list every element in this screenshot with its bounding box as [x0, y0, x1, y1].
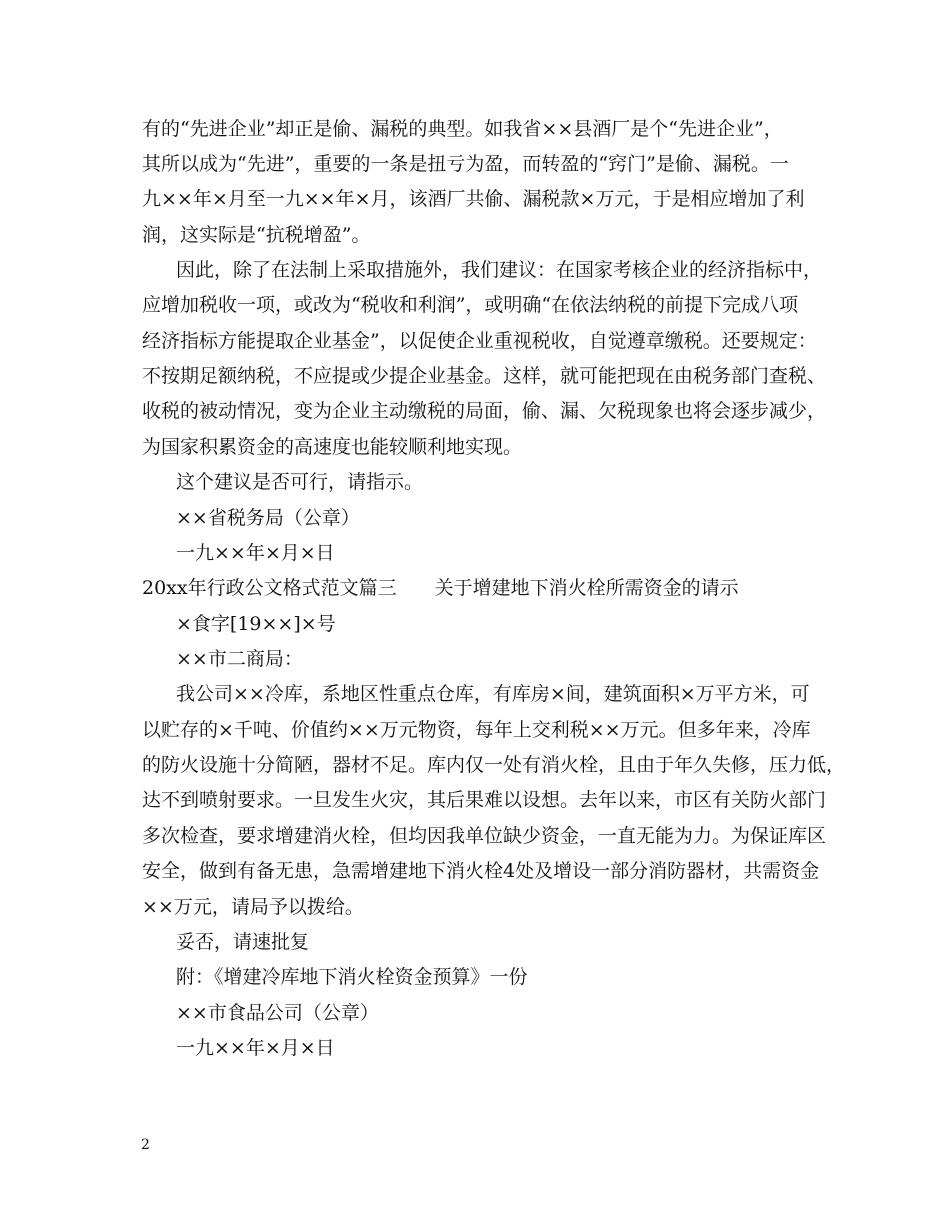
section-heading: 20xx年行政公文格式范文篇三 关于增建地下消火栓所需资金的请示: [142, 577, 739, 599]
text-line: 安全，做到有备无患，急需增建地下消火栓4处及增设一部分消防器材，共需资金: [142, 860, 820, 882]
text-line: 多次检查，要求增建消火栓，但均因我单位缺少资金，一直无能为力。为保证库区: [142, 825, 827, 847]
signature-line: ××市食品公司（公章）: [176, 1002, 379, 1024]
text-line: 润，这实际是“抗税增盈”。: [142, 224, 371, 246]
text-line: 收税的被动情况，变为企业主动缴税的局面，偷、漏、欠税现象也将会逐步减少，: [142, 400, 827, 422]
text-line: 不按期足额纳税，不应提或少提企业基金。这样，就可能把现在由税务部门查税、: [142, 365, 827, 387]
attachment-line: 附：《增建冷库地下消火栓资金预算》一份: [176, 966, 528, 988]
request-line: 这个建议是否可行，请指示。: [176, 471, 424, 493]
signature-line: ××省税务局（公章）: [176, 507, 360, 529]
date-line: 一九××年×月×日: [176, 542, 335, 564]
paragraph-start-line: 我公司××冷库，系地区性重点仓库，有库房×间，建筑面积×万平方米，可: [176, 683, 810, 705]
text-line: 以贮存的×千吨、价值约××万元物资，每年上交利税××万元。但多年来，冷库: [142, 719, 811, 741]
text-line: ××万元，请局予以拨给。: [142, 896, 364, 918]
text-line: 达不到喷射要求。一旦发生火灾，其后果难以设想。去年以来，市区有关防火部门: [142, 789, 827, 811]
text-line: 为国家积累资金的高速度也能较顺利地实现。: [142, 436, 523, 458]
text-line: 经济指标方能提取企业基金”，以促使企业重视税收，自觉遵章缴税。还要规定：: [142, 330, 817, 352]
request-line: 妥否，请速批复: [176, 931, 310, 953]
text-line: 有的“先进企业”却正是偷、漏税的典型。如我省××县酒厂是个“先进企业”，: [142, 118, 783, 140]
date-line: 一九××年×月×日: [176, 1037, 335, 1059]
paragraph-start-line: 因此，除了在法制上采取措施外，我们建议：在国家考核企业的经济指标中，: [176, 259, 823, 281]
addressee-line: ××市二商局：: [176, 648, 303, 670]
text-line: 其所以成为“先进”，重要的一条是扭亏为盈，而转盈的“窍门”是偷、漏税。一: [142, 153, 789, 175]
text-line: 应增加税收一项，或改为“税收和利润”，或明确“在依法纳税的前提下完成八项: [142, 294, 799, 316]
text-line: 九××年×月至一九××年×月，该酒厂共偷、漏税款×万元，于是相应增加了利: [142, 188, 805, 210]
document-number: ×食字[19××]×号: [176, 613, 336, 635]
page-number: 2: [141, 1137, 150, 1153]
text-line: 的防火设施十分简陋，器材不足。库内仅一处有消火栓，且由于年久失修，压力低，: [142, 754, 846, 776]
